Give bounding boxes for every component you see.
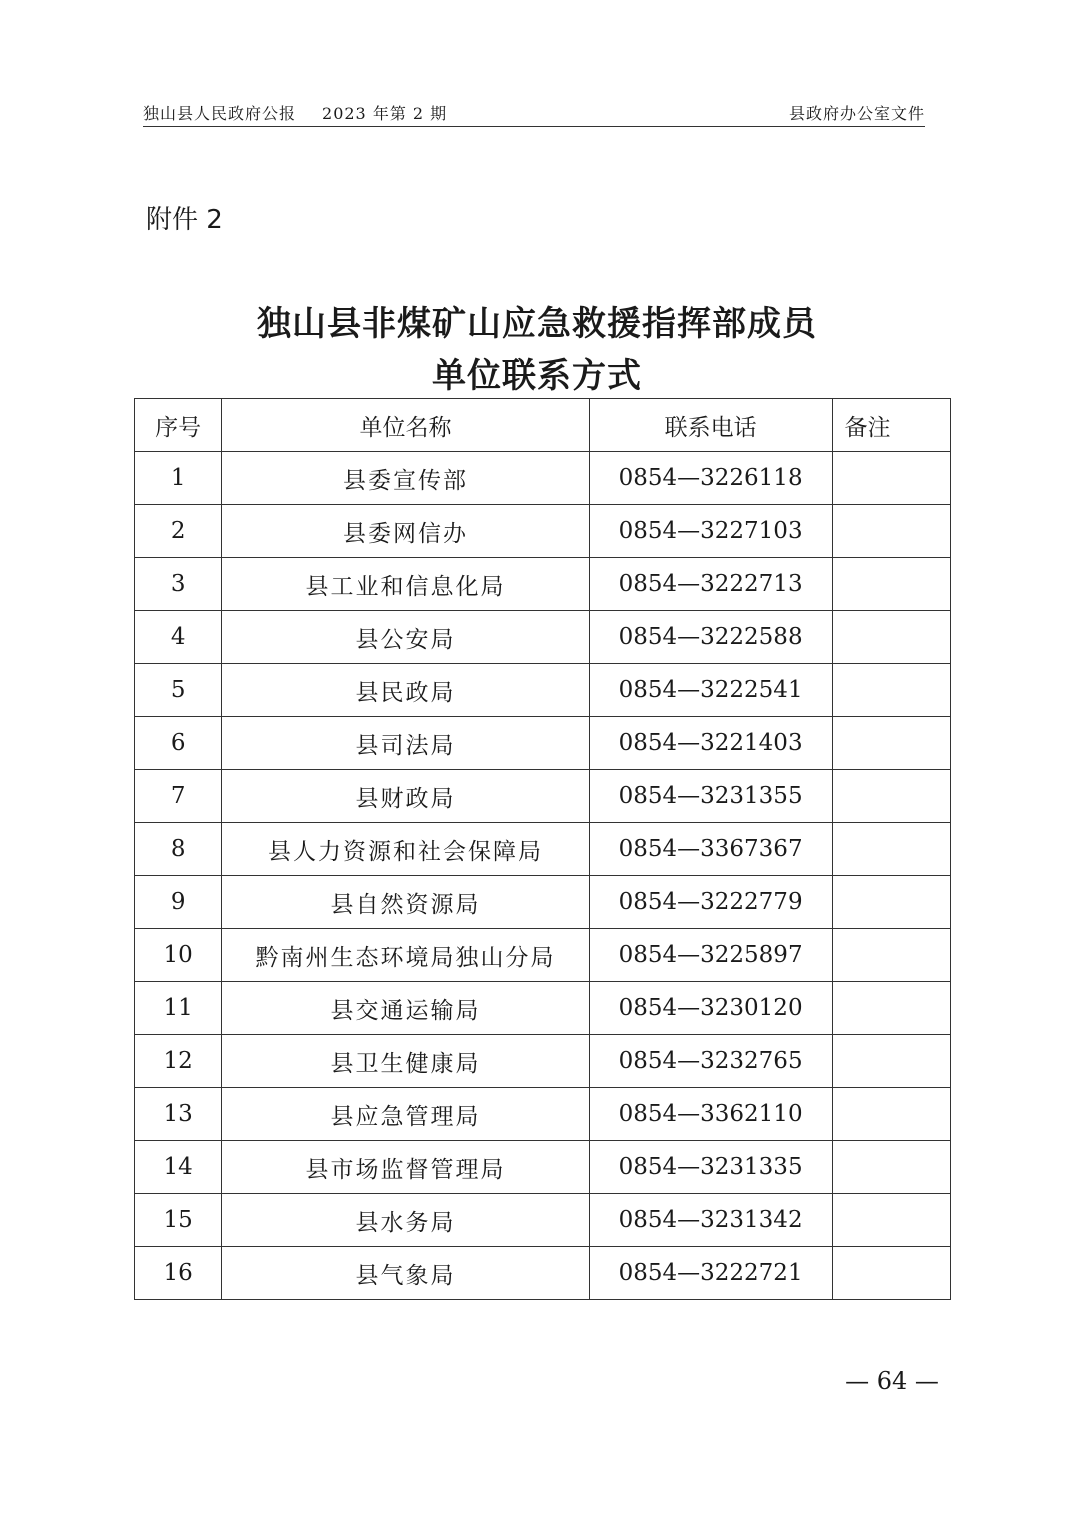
- table-row: [135, 929, 951, 982]
- phone-number: 0854—3231335: [589, 1141, 832, 1194]
- remark-cell: [832, 1088, 950, 1141]
- row-number: 10: [135, 929, 222, 982]
- attachment-label: 附件 2: [146, 205, 223, 235]
- unit-name: 县财政局: [222, 770, 589, 823]
- remark-cell: [832, 876, 950, 929]
- unit-name: 黔南州生态环境局独山分局: [222, 929, 589, 982]
- unit-name: 县公安局: [222, 611, 589, 664]
- unit-name: 县人力资源和社会保障局: [222, 823, 589, 876]
- row-number: 2: [135, 505, 222, 558]
- row-number: 15: [135, 1194, 222, 1247]
- remark-cell: [832, 1194, 950, 1247]
- row-number: 14: [135, 1141, 222, 1194]
- phone-number: 0854—3221403: [589, 717, 832, 770]
- remark-cell: [832, 1247, 950, 1300]
- column-header-phone: 联系电话: [589, 399, 832, 452]
- unit-name: 县自然资源局: [222, 876, 589, 929]
- row-number: 9: [135, 876, 222, 929]
- remark-cell: [832, 929, 950, 982]
- unit-name: 县工业和信息化局: [222, 558, 589, 611]
- phone-number: 0854—3226118: [589, 452, 832, 505]
- table-row: [135, 770, 951, 823]
- table-row: [135, 1088, 951, 1141]
- table-row: [135, 558, 951, 611]
- remark-cell: [832, 1141, 950, 1194]
- phone-number: 0854—3222541: [589, 664, 832, 717]
- row-number: 16: [135, 1247, 222, 1300]
- page-number: — 64 —: [845, 1367, 939, 1395]
- title-line-1: 独山县非煤矿山应急救援指挥部成员: [257, 304, 817, 344]
- unit-name: 县交通运输局: [222, 982, 589, 1035]
- remark-cell: [832, 982, 950, 1035]
- row-number: 4: [135, 611, 222, 664]
- column-header-remark: 备注: [832, 399, 950, 452]
- phone-number: 0854—3230120: [589, 982, 832, 1035]
- table-row: [135, 1247, 951, 1300]
- column-header-number: 序号: [135, 399, 222, 452]
- unit-name: 县水务局: [222, 1194, 589, 1247]
- row-number: 12: [135, 1035, 222, 1088]
- table-row: [135, 876, 951, 929]
- remark-cell: [832, 505, 950, 558]
- phone-number: 0854—3222713: [589, 558, 832, 611]
- column-header-unit-name: 单位名称: [222, 399, 589, 452]
- table-row: [135, 505, 951, 558]
- table-row: [135, 664, 951, 717]
- header-publication: [143, 104, 447, 124]
- phone-number: 0854—3227103: [589, 505, 832, 558]
- phone-number: 0854—3225897: [589, 929, 832, 982]
- unit-name: 县气象局: [222, 1247, 589, 1300]
- table-row: [135, 611, 951, 664]
- title-line-2: 单位联系方式: [432, 356, 642, 396]
- table-row: [135, 1141, 951, 1194]
- phone-number: 0854—3232765: [589, 1035, 832, 1088]
- row-number: 1: [135, 452, 222, 505]
- table-header-row: [135, 399, 951, 452]
- row-number: 5: [135, 664, 222, 717]
- remark-cell: [832, 1035, 950, 1088]
- phone-number: 0854—3231355: [589, 770, 832, 823]
- remark-cell: [832, 717, 950, 770]
- table-row: [135, 717, 951, 770]
- issue-number: 2023 年第 2 期: [322, 104, 448, 123]
- unit-name: 县卫生健康局: [222, 1035, 589, 1088]
- row-number: 3: [135, 558, 222, 611]
- phone-number: 0854—3362110: [589, 1088, 832, 1141]
- page-header: [143, 104, 925, 127]
- table-body: [135, 452, 951, 1300]
- remark-cell: [832, 823, 950, 876]
- publication-name: 独山县人民政府公报: [143, 104, 297, 123]
- unit-name: 县民政局: [222, 664, 589, 717]
- contact-table: [134, 398, 951, 1300]
- unit-name: 县司法局: [222, 717, 589, 770]
- phone-number: 0854—3222779: [589, 876, 832, 929]
- unit-name: 县委宣传部: [222, 452, 589, 505]
- phone-number: 0854—3367367: [589, 823, 832, 876]
- unit-name: 县应急管理局: [222, 1088, 589, 1141]
- phone-number: 0854—3222721: [589, 1247, 832, 1300]
- unit-name: 县委网信办: [222, 505, 589, 558]
- remark-cell: [832, 611, 950, 664]
- header-section: 县政府办公室文件: [788, 104, 925, 123]
- table-row: [135, 823, 951, 876]
- row-number: 8: [135, 823, 222, 876]
- remark-cell: [832, 770, 950, 823]
- phone-number: 0854—3222588: [589, 611, 832, 664]
- phone-number: 0854—3231342: [589, 1194, 832, 1247]
- table-row: [135, 982, 951, 1035]
- row-number: 11: [135, 982, 222, 1035]
- table-row: [135, 452, 951, 505]
- remark-cell: [832, 664, 950, 717]
- unit-name: 县市场监督管理局: [222, 1141, 589, 1194]
- table-row: [135, 1194, 951, 1247]
- document-title: [0, 298, 1074, 402]
- row-number: 7: [135, 770, 222, 823]
- row-number: 6: [135, 717, 222, 770]
- remark-cell: [832, 452, 950, 505]
- remark-cell: [832, 558, 950, 611]
- row-number: 13: [135, 1088, 222, 1141]
- table-row: [135, 1035, 951, 1088]
